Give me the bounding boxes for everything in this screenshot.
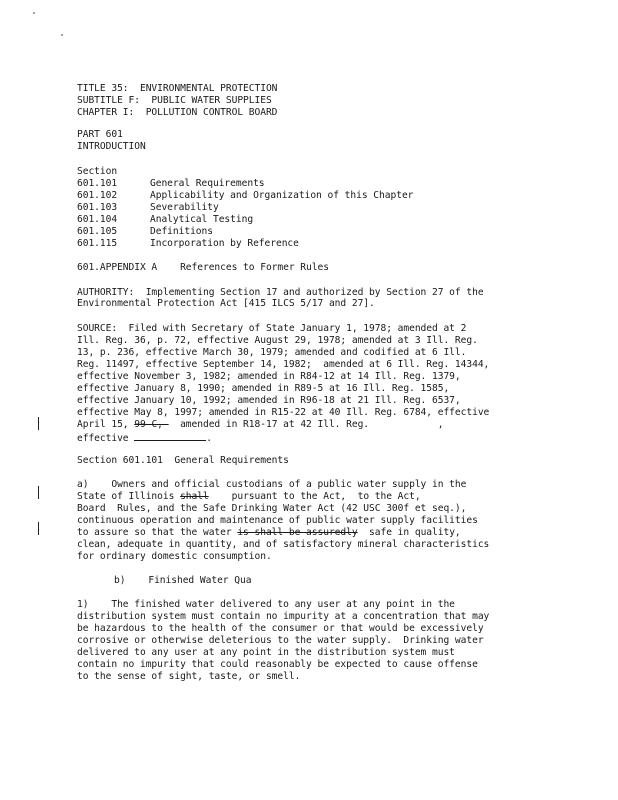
para-text: safe in quality,	[357, 527, 461, 538]
para-1-line: to the sense of sight, taste, or smell.	[77, 671, 301, 682]
toc-title: Analytical Testing	[150, 214, 254, 225]
para-a-line	[77, 527, 461, 538]
subtitle-line: SUBTITLE F: PUBLIC WATER SUPPLIES	[77, 95, 272, 106]
toc-title: Incorporation by Reference	[150, 238, 299, 249]
section-heading: Section 601.101 General Requirements	[77, 455, 289, 466]
struck-text: 99 C,	[134, 419, 169, 430]
toc-title: Definitions	[150, 226, 213, 237]
source-line: Ill. Reg. 36, p. 72, effective August 29, 1978; amended at 3 Ill. Reg.	[77, 335, 478, 346]
toc-heading: Section	[77, 166, 118, 177]
para-1-line: contain no impurity that could reasonably be expected to cause offense	[77, 659, 478, 670]
para-a-line: clean, adequate in quantity, and of satisfactory mineral characteristics	[77, 539, 490, 550]
para-a-line: continuous operation and maintenance of public water supply facilities	[77, 515, 478, 526]
authority-line: Environmental Protection Act [415 ILCS 5/17 and 27].	[77, 298, 375, 309]
struck-text: shall	[180, 491, 209, 502]
part-name-line: INTRODUCTION	[77, 141, 146, 152]
para-a-line: for ordinary domestic consumption.	[77, 551, 272, 562]
para-1-line: delivered to any user at any point in the distribution system must	[77, 647, 455, 658]
source-line: effective January 10, 1992; amended in R96-18 at 21 Ill. Reg. 6537,	[77, 395, 461, 406]
revision-bar	[38, 417, 39, 430]
toc-number: 601.103	[77, 202, 118, 213]
para-1-line: corrosive or otherwise deleterious to the water supply. Drinking water	[77, 635, 484, 646]
struck-text: is shall be assuredly	[237, 527, 358, 538]
authority-line: AUTHORITY: Implementing Section 17 and authorized by Section 27 of the	[77, 287, 484, 298]
para-a-line: Board Rules, and the Safe Drinking Water Act (42 USC 300f et seq.),	[77, 503, 467, 514]
scan-speck	[61, 34, 63, 36]
para-text: State of Illinois	[77, 491, 181, 502]
source-text: April 15,	[77, 419, 135, 430]
para-text: to assure so that the water	[77, 527, 238, 538]
source-text: effective	[77, 433, 135, 444]
source-line: SOURCE: Filed with Secretary of State January 1, 1978; amended at 2	[77, 323, 467, 334]
part-line: PART 601	[77, 129, 123, 140]
para-1-line: be hazardous to the health of the consumer or that would be excessively	[77, 623, 484, 634]
source-line: Reg. 11497, effective September 14, 1982; amended at 6 Ill. Reg. 14344,	[77, 359, 490, 370]
source-line: 13, p. 236, effective March 30, 1979; amended and codified at 6 Ill.	[77, 347, 467, 358]
revision-bar	[38, 486, 39, 499]
toc-number: 601.104	[77, 214, 118, 225]
para-1-line: 1) The finished water delivered to any user at any point in the	[77, 599, 455, 610]
chapter-line: CHAPTER I: POLLUTION CONTROL BOARD	[77, 107, 278, 118]
source-line-amended	[77, 419, 443, 430]
source-line: effective November 3, 1982; amended in R84-12 at 14 Ill. Reg. 1379,	[77, 371, 461, 382]
toc-number: 601.105	[77, 226, 118, 237]
source-text: amended in R18-17 at 42 Ill. Reg. ,	[168, 419, 444, 430]
para-a-line	[77, 491, 421, 502]
toc-title: Applicability and Organization of this Chapter	[150, 190, 414, 201]
source-line-effective: effective .	[77, 433, 212, 444]
toc-title: Severability	[150, 202, 219, 213]
para-text: pursuant to the Act, to the Act,	[208, 491, 421, 502]
source-line: effective May 8, 1997; amended in R15-22 at 40 Ill. Reg. 6784, effective	[77, 407, 490, 418]
para-1-line: distribution system must contain no impurity at a concentration that may	[77, 611, 490, 622]
toc-number: 601.115	[77, 238, 118, 249]
toc-number: 601.102	[77, 190, 118, 201]
toc-title: General Requirements	[150, 178, 265, 189]
source-line: effective January 8, 1990; amended in R89-5 at 16 Ill. Reg. 1585,	[77, 383, 450, 394]
toc-number: 601.101	[77, 178, 118, 189]
blank-underline	[134, 431, 206, 441]
toc-appendix: 601.APPENDIX A References to Former Rules	[77, 262, 329, 273]
revision-bar	[38, 522, 39, 535]
para-a-line: a) Owners and official custodians of a public water supply in the	[77, 479, 467, 490]
para-b-heading: b) Finished Water Qua	[114, 575, 252, 586]
scan-speck	[33, 12, 35, 14]
title-line: TITLE 35: ENVIRONMENTAL PROTECTION	[77, 83, 278, 94]
